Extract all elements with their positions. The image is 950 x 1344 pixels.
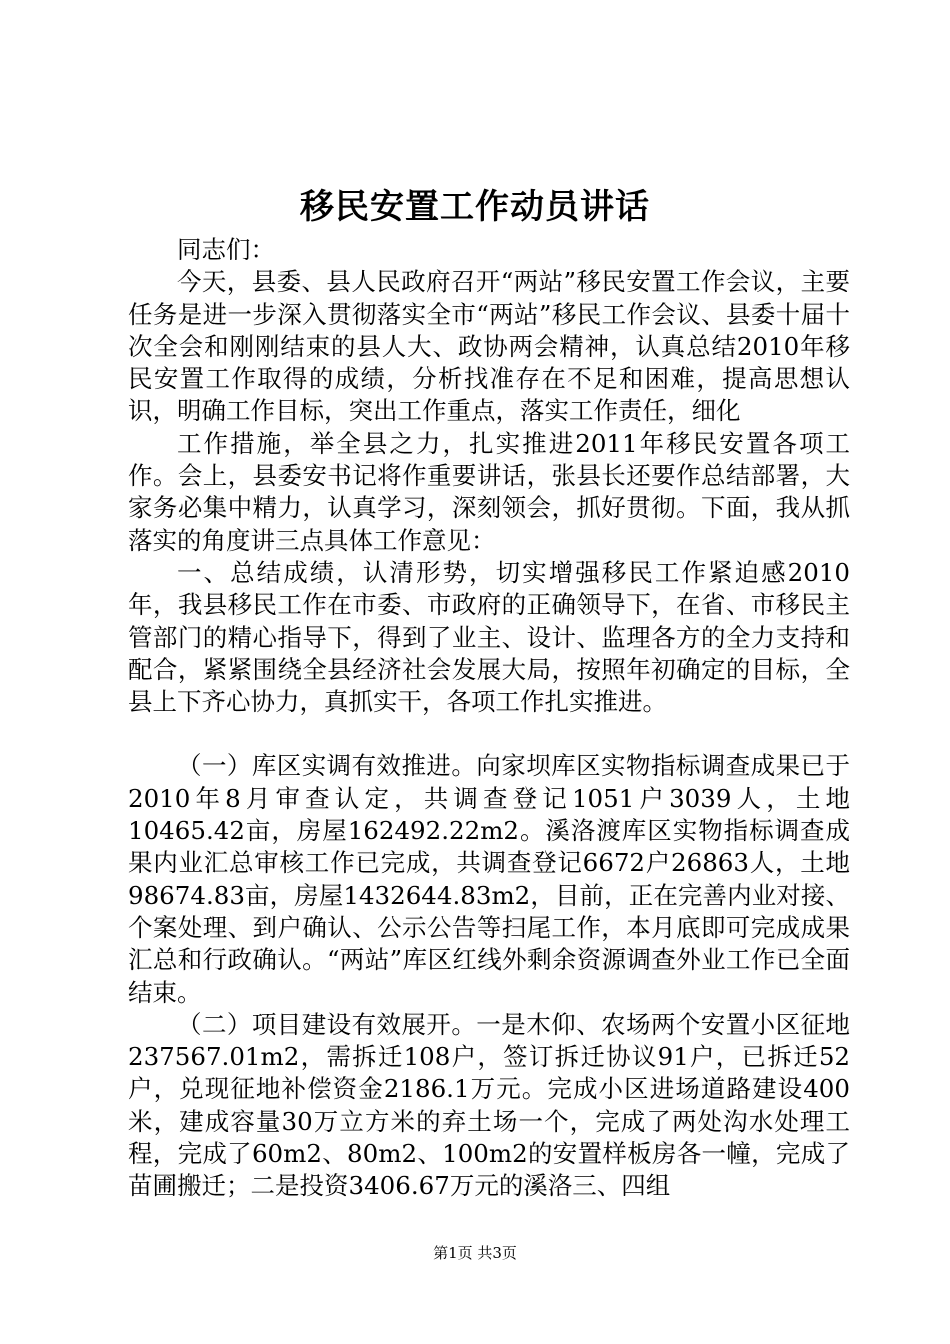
paragraph-measures: 工作措施，举全县之力，扎实推进2011年移民安置各项工作。会上，县委安书记将作重要讲话，张县长还要作总结部署，大家务必集中精力，认真学习，深刻领会，抓好贯彻。下面，我从抓落实的角度讲三点具体工作意见： bbox=[128, 428, 850, 555]
paragraph-project-construction: （二）项目建设有效展开。一是木仰、农场两个安置小区征地237567.01m2，需拆迁108户，签订拆迁协议91户，已拆迁52户，兑现征地补偿资金2186.1万元。完成小区进场道路建设400米，建成容量30万立方米的弃土场一个，完成了两处沟水处理工程，完成了60m2、80m2、100m2的安置样板房各一幢，完成了苗圃搬迁；二是投资3406.67万元的溪洛三、四组 bbox=[128, 1009, 850, 1201]
paragraph-intro: 今天，县委、县人民政府召开“两站”移民安置工作会议，主要任务是进一步深入贯彻落实全市“两站”移民工作会议、县委十届十次全会和刚刚结束的县人大、政协两会精神，认真总结2010年移民安置工作取得的成绩，分析找准存在不足和困难，提高思想认识，明确工作目标，突出工作重点，落实工作责任，细化 bbox=[128, 267, 850, 426]
paragraph-section-one: 一、总结成绩，认清形势，切实增强移民工作紧迫感2010年，我县移民工作在市委、市政府的正确领导下，在省、市移民主管部门的精心指导下，得到了业主、设计、监理各方的全力支持和配合，紧紧围绕全县经济社会发展大局，按照年初确定的目标，全县上下齐心协力，真抓实干，各项工作扎实推进。 bbox=[128, 557, 850, 717]
document-body bbox=[128, 234, 850, 1203]
paragraph-salutation: 同志们： bbox=[177, 235, 275, 264]
page-footer: 第1页 共3页 bbox=[433, 1244, 517, 1262]
paragraph-reservoir-survey: （一）库区实调有效推进。向家坝库区实物指标调查成果已于2010年8月审查认定，共调查登记1051户3039人，土地10465.42亩，房屋162492.22m2。溪洛渡库区实物指标调查成果内业汇总审核工作已完成，共调查登记6672户26863人，土地98674.83亩，房屋1432644.83m2，目前，正在完善内业对接、个案处理、到户确认、公示公告等扫尾工作，本月底即可完成成果汇总和行政确认。“两站”库区红线外剩余资源调查外业工作已全面结束。 bbox=[128, 751, 850, 1007]
document-title: 移民安置工作动员讲话 bbox=[300, 187, 650, 227]
